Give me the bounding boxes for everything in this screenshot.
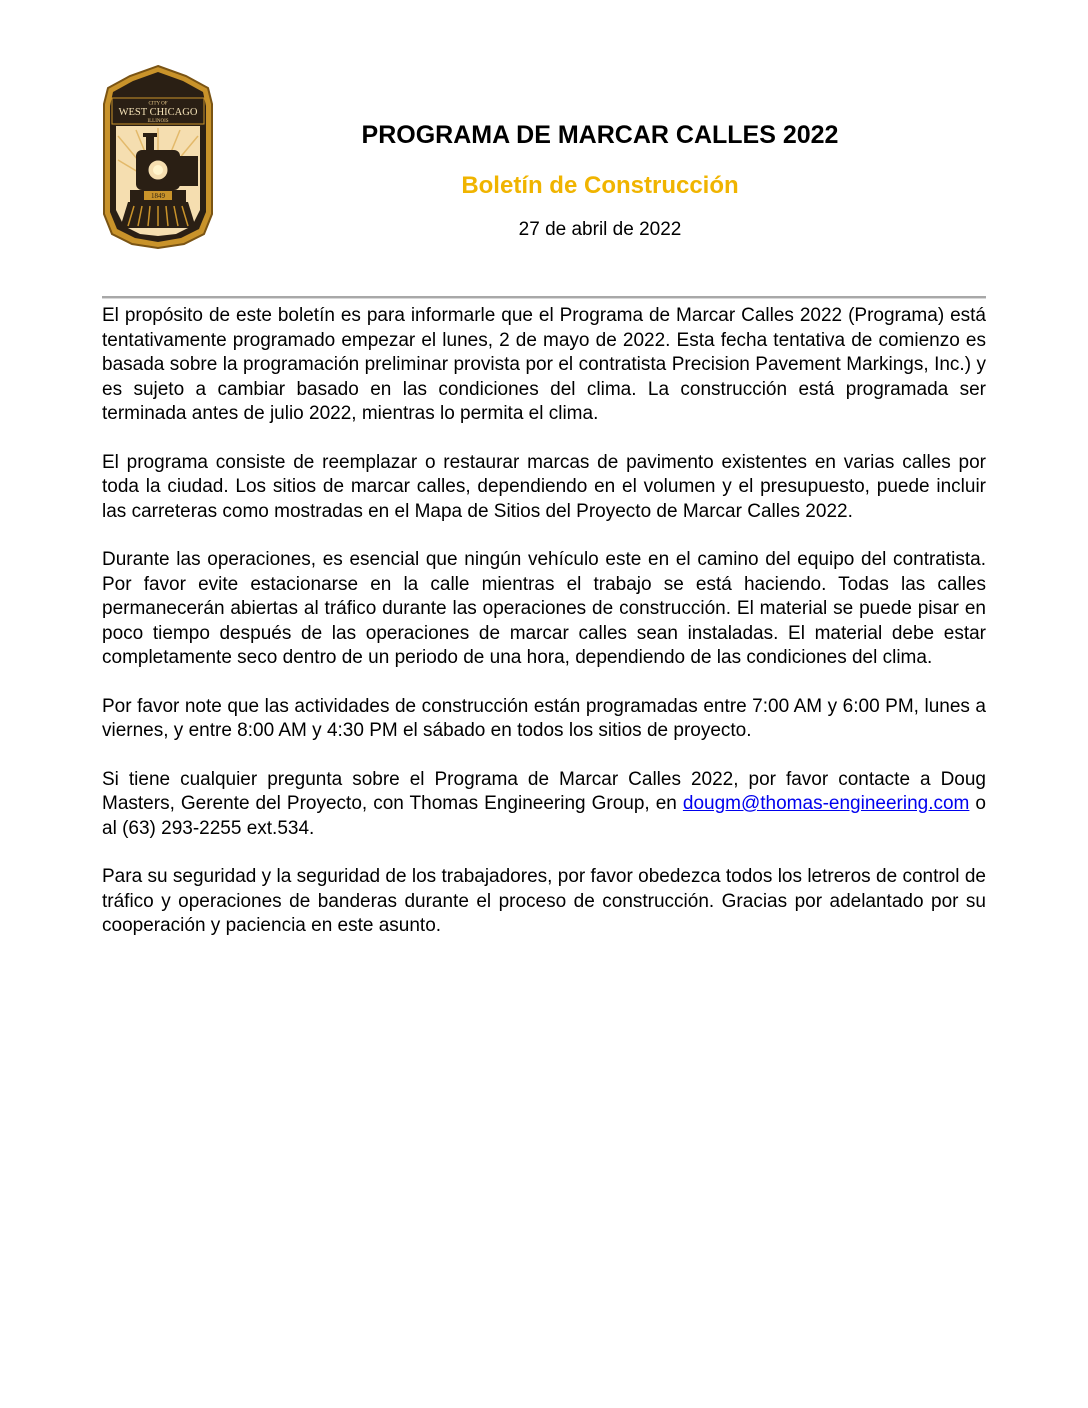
contact-email-link[interactable]: dougm@thomas-engineering.com	[682, 793, 970, 814]
header-divider	[102, 296, 986, 298]
paragraph-safety: Para su seguridad y la seguridad de los trabajadores, por favor obedezca todos los letreros de control de tráfico y operaciones de banderas durante el proceso de construcción. Gracias por adelantado por su cooperación y paciencia en este asunto.	[102, 866, 986, 936]
paragraph-program: El programa consiste de reemplazar o restaurar marcas de pavimento existentes en varias calles por toda la ciudad. Los sitios de marcar calles, dependiendo en el volumen y el presupuesto, puede incluir las carreteras como mostradas en el Mapa de Sitios del Proyecto de Marcar Calles 2022.	[102, 451, 986, 522]
paragraph-schedule: Por favor note que las actividades de construcción están programadas entre 7:00 AM y 6:00 PM, lunes a viernes, y entre 8:00 AM y 4:30 PM el sábado en todos los sitios de proyecto.	[102, 695, 986, 741]
seal-text-top: CITY OF	[148, 101, 168, 107]
paragraph-operations: Durante las operaciones, es esencial que ningún vehículo este en el camino del equipo del contratista. Por favor evite estacionarse en la calle mientras el trabajo se está haciendo. Todas las calles permanecerán abiertas al tráfico durante las operaciones de construcción. El material se puede pisar en poco tiempo después de las operaciones de marcar calles sean instaladas. El material debe estar completamente seco dentro de un periodo de una hora, dependiendo de las condiciones del clima.	[102, 549, 986, 668]
page-subtitle: Boletín de Construcción	[461, 172, 739, 199]
bulletin-date: 27 de abril de 2022	[518, 219, 682, 240]
bulletin-body	[102, 304, 986, 963]
seal-text-bottom: ILLINOIS	[147, 119, 169, 124]
contact-text-after: o al (63) 293-2255 ext.534.	[102, 793, 986, 839]
paragraph-purpose: El propósito de este boletín es para informarle que el Programa de Marcar Calles 2022 (Programa) está tentativamente programado empezar el lunes, 2 de mayo de 2022. Esta fecha tentativa de comienzo es basada sobre la programación preliminar provista por el contratista Precision Pavement Markings, Inc.) y es sujeto a cambiar basado en las condiciones del clima. La construcción está programada ser terminada antes de julio 2022, mientras lo permita el clima.	[102, 305, 986, 424]
contact-text-before: Si tiene cualquier pregunta sobre el Programa de Marcar Calles 2022, por favor contacte a Doug Masters, Gerente del Proyecto, con Thomas Engineering Group, en	[102, 768, 986, 814]
seal-year: 1849	[151, 192, 165, 200]
city-seal-logo	[100, 64, 216, 250]
paragraph-contact	[102, 768, 986, 842]
page-title: PROGRAMA DE MARCAR CALLES 2022	[361, 121, 839, 149]
seal-text-main: WEST CHICAGO	[118, 107, 198, 118]
